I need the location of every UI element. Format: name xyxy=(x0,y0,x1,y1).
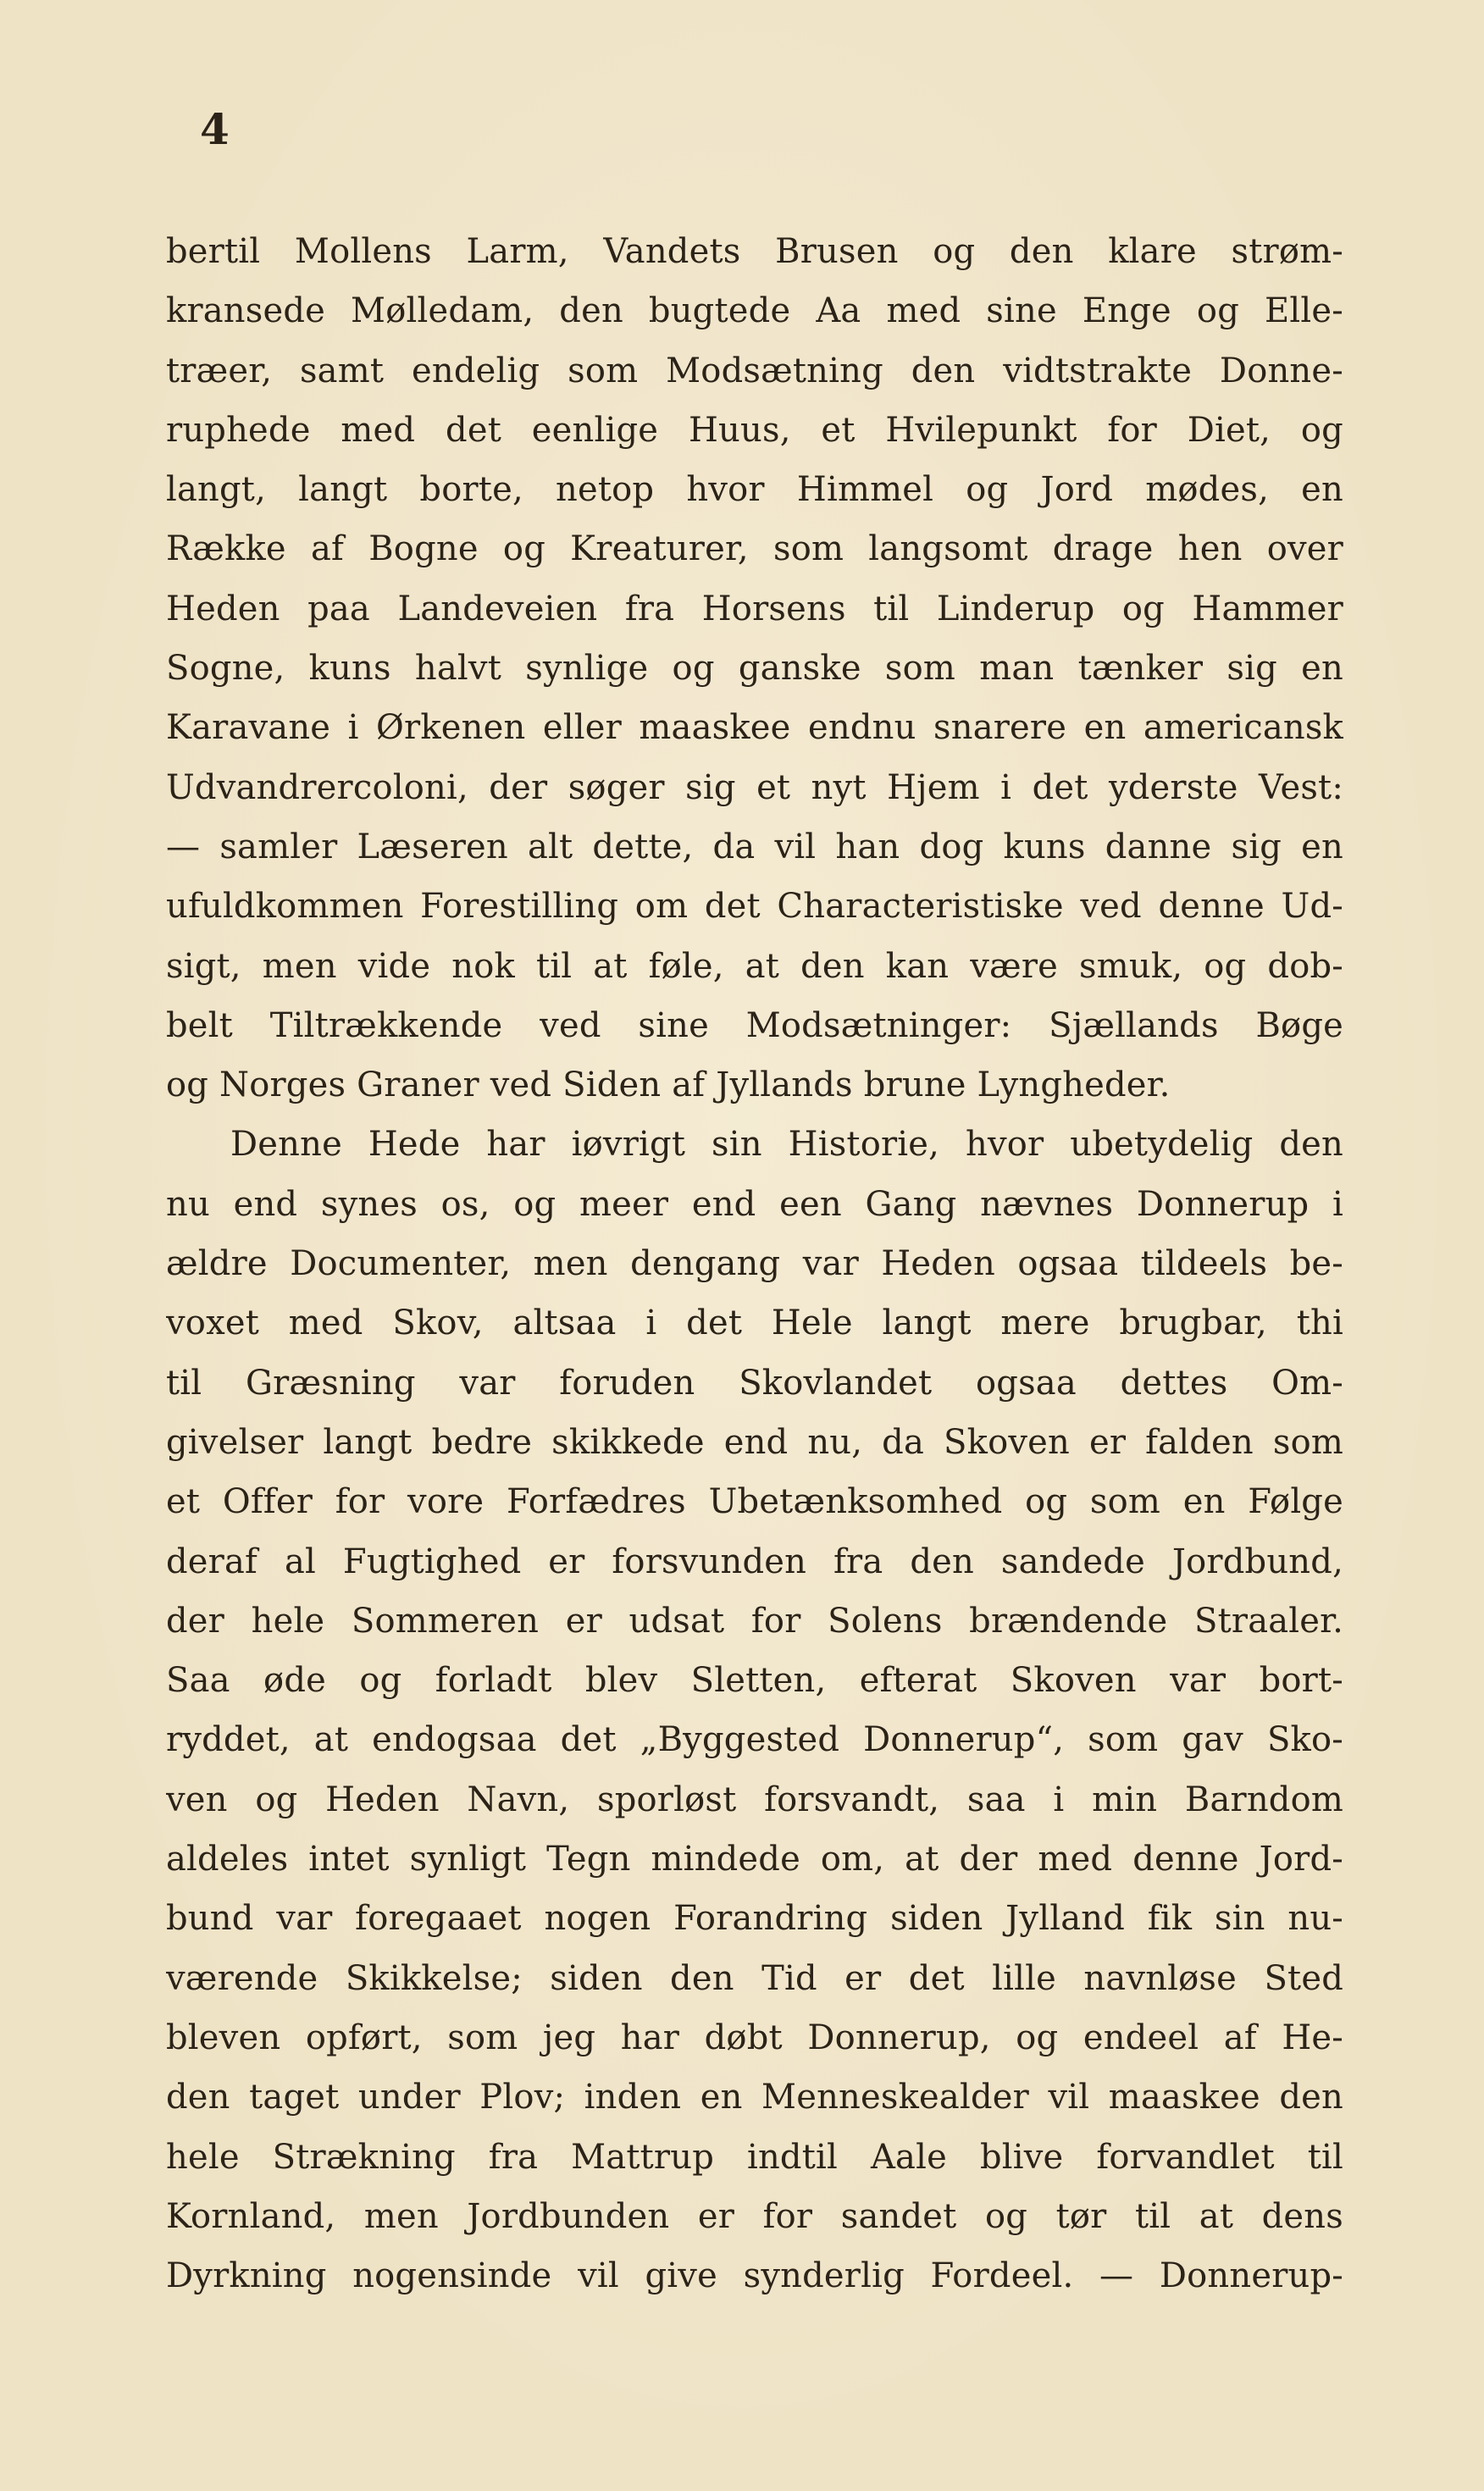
text-line: bleven opført, som jeg har døbt Donnerup, og endeel af He- xyxy=(166,2018,1343,2057)
page-number: 4 xyxy=(200,104,230,154)
text-line: til Græsning var foruden Skovlandet ogsaa dettes Om- xyxy=(166,1363,1343,1403)
text-line: Dyrkning nogensinde vil give synderlig Fordeel. — Donnerup- xyxy=(166,2256,1343,2296)
text-line: ufuldkommen Forestilling om det Characteristiske ved denne Ud- xyxy=(166,887,1343,927)
text-line: hele Strækning fra Mattrup indtil Aale blive forvandlet til xyxy=(166,2137,1343,2177)
text-line: Denne Hede har iøvrigt sin Historie, hvor ubetydelig den xyxy=(230,1125,1343,1165)
text-line: et Offer for vore Forfædres Ubetænksomhed og som en Følge xyxy=(166,1482,1343,1522)
text-line: den taget under Plov; inden en Menneskealder vil maaskee den xyxy=(166,2078,1343,2117)
text-line: ven og Heden Navn, sporløst forsvandt, saa i min Barndom xyxy=(166,1780,1343,1819)
text-line: bertil Mollens Larm, Vandets Brusen og den klare strøm- xyxy=(166,232,1343,271)
text-line: bund var foregaaet nogen Forandring siden Jylland fik sin nu- xyxy=(166,1899,1343,1939)
text-line: der hele Sommeren er udsat for Solens brændende Straaler. xyxy=(166,1601,1343,1641)
text-line: givelser langt bedre skikkede end nu, da Skoven er falden som xyxy=(166,1422,1343,1462)
text-line: ruphede med det eenlige Huus, et Hvilepunkt for Diet, og xyxy=(166,410,1343,450)
text-line: sigt, men vide nok til at føle, at den kan være smuk, og dob- xyxy=(166,946,1343,986)
text-line: nu end synes os, og meer end een Gang nævnes Donnerup i xyxy=(166,1184,1343,1224)
text-line: langt, langt borte, netop hvor Himmel og Jord mødes, en xyxy=(166,470,1343,510)
text-line: Heden paa Landeveien fra Horsens til Linderup og Hammer xyxy=(166,589,1343,628)
text-line: kransede Mølledam, den bugtede Aa med sine Enge og Elle- xyxy=(166,291,1343,331)
text-line: belt Tiltrækkende ved sine Modsætninger: Sjællands Bøge xyxy=(166,1005,1343,1045)
text-line: og Norges Graner ved Siden af Jyllands brune Lyngheder. xyxy=(166,1066,1171,1105)
text-line: Karavane i Ørkenen eller maaskee endnu snarere en americansk xyxy=(166,708,1343,748)
text-line: ryddet, at endogsaa det „Byggested Donnerup“, som gav Sko- xyxy=(166,1720,1343,1760)
text-line: værende Skikkelse; siden den Tid er det lille navnløse Sted xyxy=(166,1958,1343,1998)
text-line: — samler Læseren alt dette, da vil han dog kuns danne sig en xyxy=(166,827,1343,866)
text-line: Kornland, men Jordbunden er for sandet og tør til at dens xyxy=(166,2196,1343,2236)
text-line: træer, samt endelig som Modsætning den vidtstrakte Donne- xyxy=(166,351,1343,390)
text-line: Udvandrercoloni, der søger sig et nyt Hjem i det yderste Vest: xyxy=(166,767,1343,807)
text-line: deraf al Fugtighed er forsvunden fra den sandede Jordbund, xyxy=(166,1542,1343,1581)
body-text xyxy=(166,222,1343,2306)
text-line: ældre Documenter, men dengang var Heden ogsaa tildeels be- xyxy=(166,1244,1343,1284)
text-line: Saa øde og forladt blev Sletten, efterat Skoven var bort- xyxy=(166,1661,1343,1701)
text-line: aldeles intet synligt Tegn mindede om, at der med denne Jord- xyxy=(166,1840,1343,1879)
text-line: Række af Bogne og Kreaturer, som langsomt drage hen over xyxy=(166,529,1343,569)
text-line: voxet med Skov, altsaa i det Hele langt mere brugbar, thi xyxy=(166,1304,1343,1343)
text-line: Sogne, kuns halvt synlige og ganske som man tænker sig en xyxy=(166,649,1343,689)
